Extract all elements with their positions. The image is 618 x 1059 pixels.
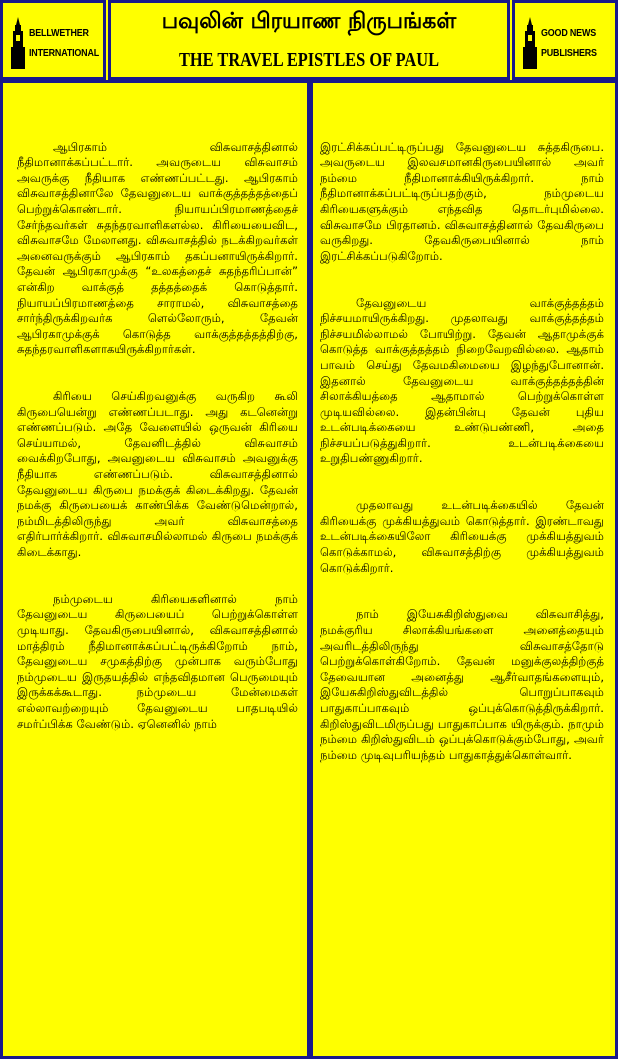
paragraph-text: ஆபிரகாம் விசுவாசத்தினால் நீதிமானாக்கப்பட்டார். அவருடைய விசுவாசம் அவருக்கு நீதியாக எண்ணப்பட்டது. ஆபிரகாம் விசுவாசத்தினாலே தேவனுடைய வாக்குத்தத்தத்தைப் பெற்றுக்கொண்டார். நியாயப்பிரமாணத்தைச் சேர்ந்தவர்கள் சுதந்தரவாளிகளல்ல. கிரியையைவிட, விசுவாசமே மேலானது. விசுவாசத்தில் நடக்கிறவர்கள் அனைவருக்கும் ஆபிரகாம் தகப்பனாயிருக்கிறார். தேவன் ஆபிரகாமுக்கு “உலகத்தைச் சுதந்தரிப்பான்” என்கிற வாக்குத் தத்தத்தைக் கொடுத்தார். நியாயப்பிரமாணத்தை சாராமல், விசுவாசத்தை சார்ந்திருக்கிறவர்க ளெல்லோரும், தேவன் ஆபிரகாமுக்குக் கொடுத்த வாக்குத்தத்தத்திற்கு, சுதந்தரவாளிகளாகயிருக்கிறார்கள். xyxy=(17,139,298,357)
good-news-logo xyxy=(519,15,615,73)
paragraph xyxy=(320,140,604,265)
paragraph xyxy=(17,389,298,561)
paragraph xyxy=(320,296,604,468)
left-logo-line1: BELLWETHER xyxy=(29,27,89,39)
paragraph-text: முதலாவது உடன்படிக்கையில் தேவன் கிரியைக்கு முக்கியத்துவம் கொடுத்தார். இரண்டாவது உடன்படிக்கையிலோ கிரியைக்கு முக்கியத்துவம் கொடுக்காமல், விசுவாசத்திற்கு முக்கியத்துவம் கொடுக்கிறார். xyxy=(320,498,604,575)
title-english: THE TRAVEL EPISTLES OF PAUL xyxy=(178,49,440,71)
paragraph xyxy=(17,140,298,358)
right-logo-line2: PUBLISHERS xyxy=(541,47,597,59)
paragraph xyxy=(320,607,604,763)
title-tamil: பவுலின் பிரயாண நிருபங்கள் xyxy=(161,9,457,34)
right-column-text xyxy=(320,124,604,795)
right-logo-line1: GOOD NEWS xyxy=(541,27,596,39)
bell-tower-icon xyxy=(9,17,27,69)
paragraph-text: கிரியை செய்கிறவனுக்கு வருகிற கூலி கிருபையென்று எண்ணப்படாது. அது கடனென்று எண்ணப்படும். அதே வேளையில் ஒருவன் கிரியை செய்யாமல், தேவனிடத்தில் விசுவாசம் வைக்கிறபோது, அவனுடைய விசுவாசம் அவனுக்கு நீதியாக எண்ணப்படும். விசுவாசத்தினால் தேவனுடைய கிருபை நமக்குக் கிடைக்கிறது. தேவன் நமக்கு கிருபையைக் காண்பிக்க வேண்டுமென்றால், நம்மிடத்திலிருந்து அவர் விசுவாசத்தை எதிர்பார்க்கிறார். விசுவாசமில்லாமல் கிருபை நமக்குக் கிடைக்காது. xyxy=(17,389,298,560)
paragraph-text: நம்முடைய கிரியைகளினால் நாம் தேவனுடைய கிருபையைப் பெற்றுக்கொள்ள முடியாது. தேவகிருபையினால், விசுவாசத்தினால் மாத்திரம் நீதிமானாக்கப்பட்டிருக்கிறோம் நாம், தேவனுடைய சமுகத்திற்கு முன்பாக வரும்போது நம்முடைய இருதயத்தில் எந்தவிதமான பெருமையும் இருக்கக்கூடாது. நம்முடைய மேன்மைகள் எல்லாவற்றையும் தேவனுடைய பாதபடியில் சமர்ப்பிக்க வேண்டும். ஏனெனில் நாம் xyxy=(17,591,298,731)
paragraph xyxy=(17,592,298,732)
paragraph-text: இரட்சிக்கப்பட்டிருப்பது தேவனுடைய சுத்தகிருபை. அவருடைய இலவசமானகிருபையினால் அவர் நம்மை நீதிமானாக்கியிருக்கிறார். நாம் நீதிமானாக்கப்பட்டிருப்பதற்கும், நம்முடைய கிரியைகளுக்கும் எந்தவித தொடர்புமில்லை. விசுவாசமே பிரதானம். விசுவாசத்தினால் தேவகிருபை வருகிறது. தேவகிருபையினால் நாம் இரட்சிக்கப்படுகிறோம். xyxy=(320,139,604,263)
title-box xyxy=(108,0,510,80)
right-logo-box xyxy=(512,0,618,80)
bell-tower-icon xyxy=(521,17,539,69)
bellwether-logo xyxy=(7,15,103,73)
paragraph-text: தேவனுடைய வாக்குத்தத்தம் நிச்சயமாயிருக்கிறது. முதலாவது வாக்குத்தத்தம் நிச்சயமில்லாமல் போயிற்று. தேவன் ஆதாமுக்குக் கொடுத்த வாக்குத்தத்தம் நிறைவேறவில்லை. ஆதாம் பாவம் செய்து தேவமகிமையை இழந்துபோனான். இதனால் தேவனுடைய வாக்குத்தத்தத்தின் சிலாக்கியத்தை ஆதாமால் பெற்றுக்கொள்ள முடியவில்லை. இதன்பின்பு தேவன் புதிய உடன்படிக்கையை உண்டுபண்ணி, அதை நிச்சயப்படுத்துகிறார். உடன்படிக்கையை உறுதிபண்ணுகிறார். xyxy=(320,295,604,466)
paragraph-text: நாம் இயேசுகிறிஸ்துவை விசுவாசித்து, நமக்குரிய சிலாக்கியங்களை அனைத்தையும் அவரிடத்திலிருந்து விசுவாசத்தோடு பெற்றுக்கொள்கிறோம். தேவன் மனுக்குலத்திற்குத் தேவையான அனைத்து ஆசீர்வாதங்களையும், இயேசுகிறிஸ்துவிடத்தில் பொறுப்பாகவும் பாதுகாப்பாகவும் ஒப்புக்கொடுத்திருக்கிறார். கிறிஸ்துவிடமிருப்பது பாதுகாப்பாக யிருக்கும். நாமும் நம்மை கிறிஸ்துவிடம் ஒப்புக்கொடுக்கும்போது, அவர் நம்மை முடிவுபரியந்தம் பாதுகாத்துக்கொள்வார். xyxy=(320,607,604,762)
paragraph xyxy=(320,498,604,576)
left-logo-box xyxy=(0,0,106,80)
left-column-text xyxy=(17,124,298,763)
left-logo-line2: INTERNATIONAL xyxy=(29,47,100,59)
